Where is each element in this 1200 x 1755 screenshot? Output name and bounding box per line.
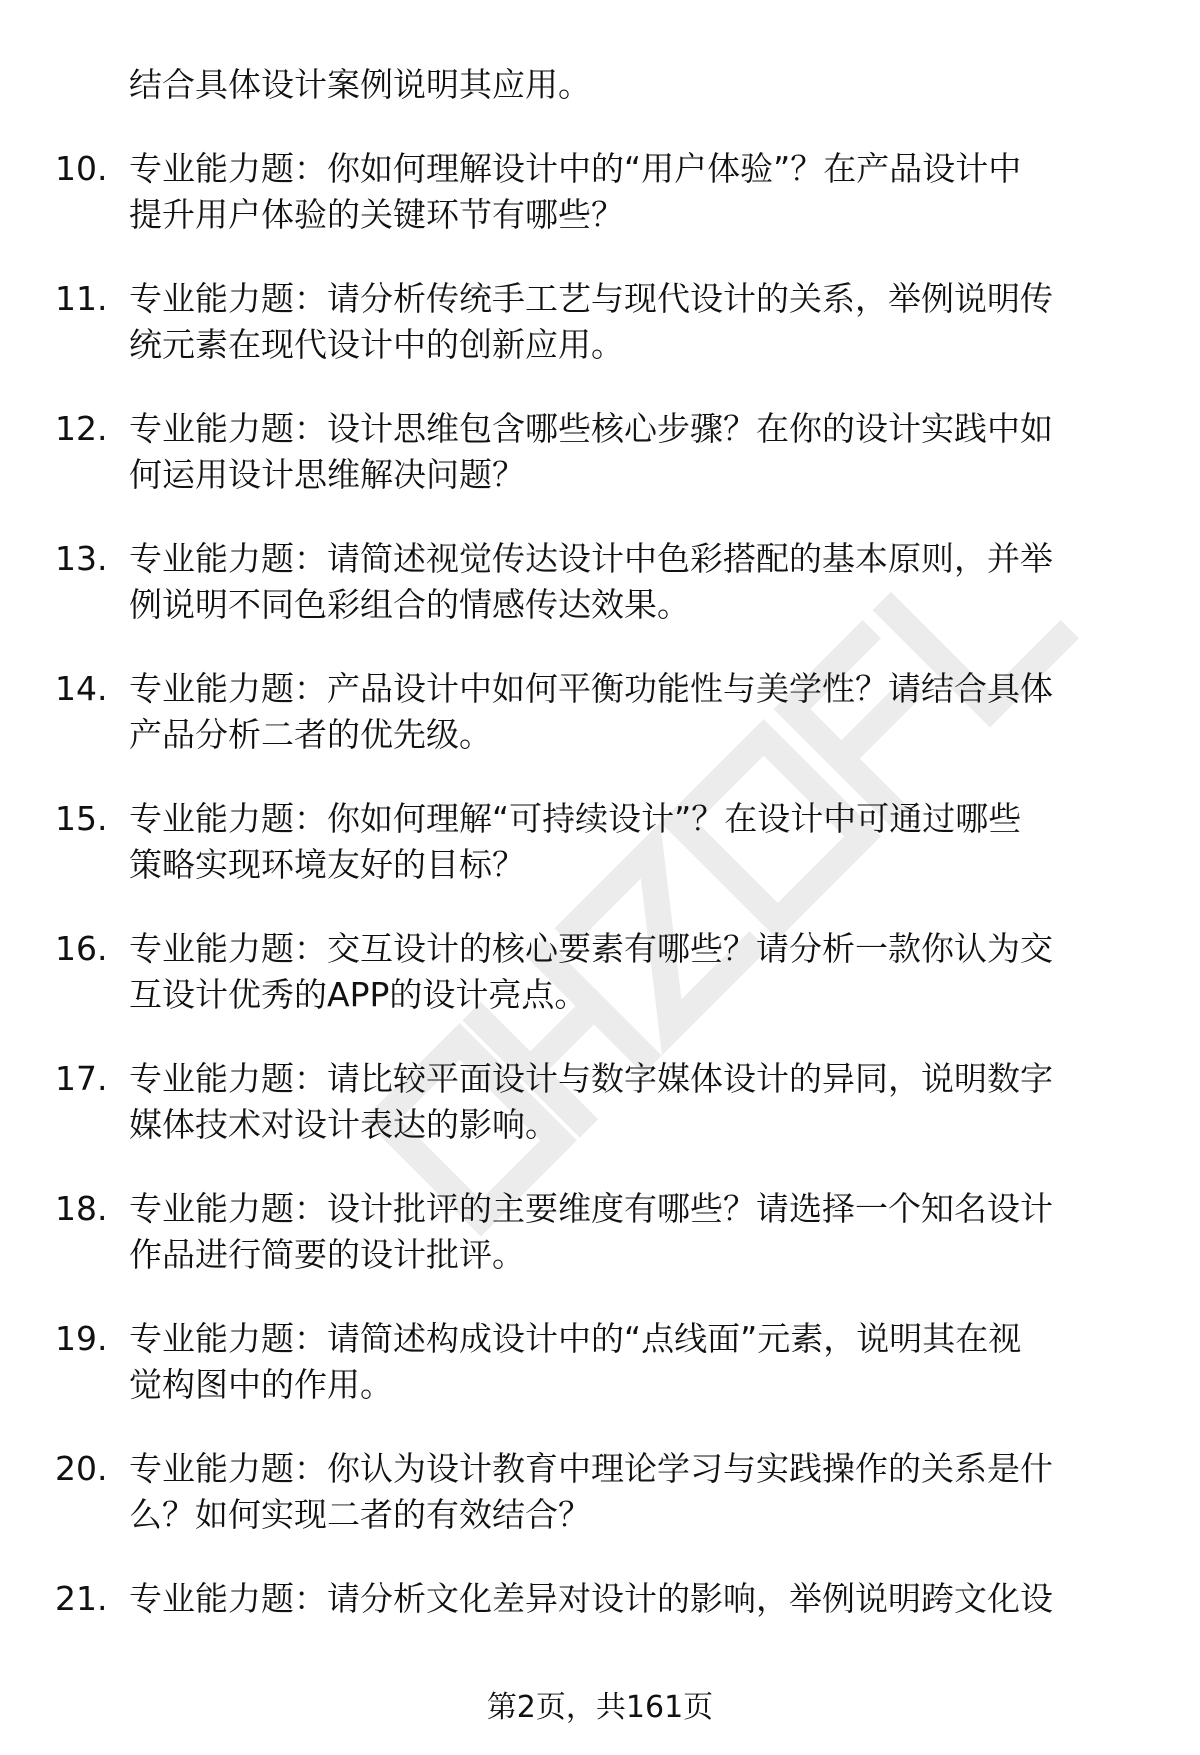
question-text bbox=[129, 146, 1143, 238]
question-text bbox=[129, 1186, 1143, 1278]
page-footer: 第2页，共161页 bbox=[486, 1690, 714, 1725]
question-item bbox=[55, 276, 1150, 368]
question-line: 专业能力题：设计批评的主要维度有哪些？请选择一个知名设计 bbox=[129, 1189, 1053, 1228]
question-text bbox=[129, 796, 1143, 888]
question-item bbox=[55, 666, 1150, 758]
question-number: 10. bbox=[55, 149, 108, 188]
question-line: 专业能力题：你如何理解设计中的“用户体验”？在产品设计中 bbox=[129, 149, 1022, 188]
question-line: 专业能力题：你认为设计教育中理论学习与实践操作的关系是什 bbox=[129, 1449, 1053, 1488]
question-number: 15. bbox=[55, 799, 108, 838]
question-number: 14. bbox=[55, 669, 108, 708]
question-content bbox=[55, 62, 1150, 1622]
question-text bbox=[129, 1446, 1143, 1538]
question-text bbox=[129, 406, 1143, 498]
question-line: 媒体技术对设计表达的影响。 bbox=[129, 1105, 558, 1144]
question-line: 专业能力题：交互设计的核心要素有哪些？请分析一款你认为交 bbox=[129, 929, 1053, 968]
question-text bbox=[129, 926, 1143, 1018]
question-number: 11. bbox=[55, 279, 108, 318]
question-number: 21. bbox=[55, 1579, 108, 1618]
question-number: 18. bbox=[55, 1189, 108, 1228]
question-line: 专业能力题：请简述视觉传达设计中色彩搭配的基本原则，并举 bbox=[129, 539, 1053, 578]
question-number: 19. bbox=[55, 1319, 108, 1358]
question-item bbox=[55, 1056, 1150, 1148]
question-item bbox=[55, 1446, 1150, 1538]
question-text bbox=[129, 1056, 1143, 1148]
question-line: 提升用户体验的关键环节有哪些？ bbox=[129, 195, 624, 234]
question-line: 么？如何实现二者的有效结合？ bbox=[129, 1495, 591, 1534]
question-item bbox=[55, 536, 1150, 628]
question-line: 专业能力题：产品设计中如何平衡功能性与美学性？请结合具体 bbox=[129, 669, 1053, 708]
question-line: 专业能力题：请分析传统手工艺与现代设计的关系，举例说明传 bbox=[129, 279, 1053, 318]
question-line: 专业能力题：请比较平面设计与数字媒体设计的异同，说明数字 bbox=[129, 1059, 1053, 1098]
question-list bbox=[55, 146, 1150, 1622]
question-number: 12. bbox=[55, 409, 108, 448]
question-line: 统元素在现代设计中的创新应用。 bbox=[129, 325, 624, 364]
question-line: 例说明不同色彩组合的情感传达效果。 bbox=[129, 585, 690, 624]
question-line: 专业能力题：请分析文化差异对设计的影响，举例说明跨文化设 bbox=[129, 1579, 1053, 1618]
question-line: 专业能力题：设计思维包含哪些核心步骤？在你的设计实践中如 bbox=[129, 409, 1053, 448]
question-item bbox=[55, 1316, 1150, 1408]
question-text bbox=[129, 276, 1143, 368]
question-line: 策略实现环境友好的目标？ bbox=[129, 845, 525, 884]
question-number: 20. bbox=[55, 1449, 108, 1488]
question-line: 专业能力题：你如何理解“可持续设计”？在设计中可通过哪些 bbox=[129, 799, 1022, 838]
question-item bbox=[55, 1186, 1150, 1278]
question-text bbox=[129, 536, 1143, 628]
question-text bbox=[129, 1316, 1143, 1408]
question-line: 互设计优秀的APP的设计亮点。 bbox=[129, 975, 588, 1014]
question-line: 专业能力题：请简述构成设计中的“点线面”元素，说明其在视 bbox=[129, 1319, 1022, 1358]
question-text bbox=[129, 666, 1143, 758]
continuation-line: 结合具体设计案例说明其应用。 bbox=[129, 65, 591, 104]
question-item bbox=[55, 796, 1150, 888]
question-item bbox=[55, 926, 1150, 1018]
question-number: 13. bbox=[55, 539, 108, 578]
question-number: 17. bbox=[55, 1059, 108, 1098]
question-item bbox=[55, 406, 1150, 498]
question-item bbox=[55, 1576, 1150, 1622]
question-number: 16. bbox=[55, 929, 108, 968]
question-line: 何运用设计思维解决问题？ bbox=[129, 455, 525, 494]
question-line: 产品分析二者的优先级。 bbox=[129, 715, 492, 754]
question-text bbox=[129, 1576, 1143, 1622]
question-line: 觉构图中的作用。 bbox=[129, 1365, 393, 1404]
question-item bbox=[55, 146, 1150, 238]
question-line: 作品进行简要的设计批评。 bbox=[129, 1235, 525, 1274]
